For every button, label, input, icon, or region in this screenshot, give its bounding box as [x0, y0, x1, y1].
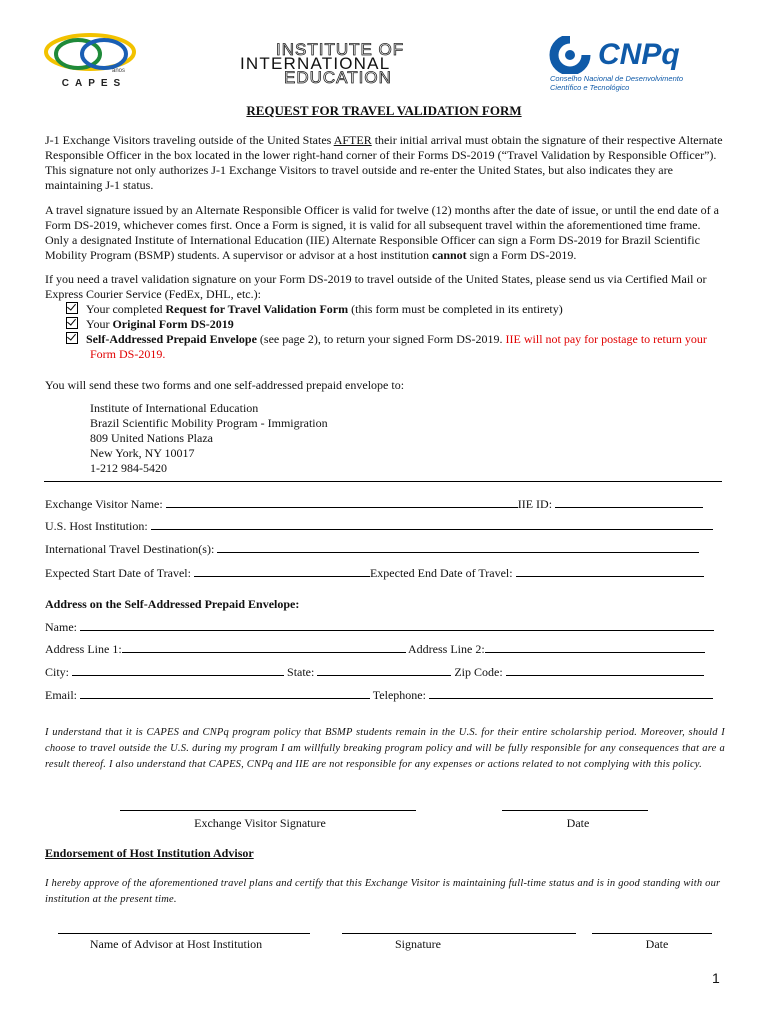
- cnpq-wordmark: CNPq: [598, 38, 680, 71]
- checklist-bold: Request for Travel Validation Form: [165, 302, 349, 316]
- address1-field[interactable]: [122, 641, 406, 653]
- validity-cannot-emphasis: cannot: [432, 248, 467, 262]
- iie-logo: [240, 40, 440, 87]
- intro-text-pre: J-1 Exchange Visitors traveling outside of the United States: [45, 133, 334, 147]
- checklist-text: Your: [86, 317, 113, 331]
- advisor-date-label: Date: [645, 937, 669, 951]
- address-line: 809 United Nations Plaza: [90, 431, 213, 445]
- endorsement-heading: Endorsement of Host Institution Advisor: [45, 846, 254, 860]
- state-label: State:: [287, 665, 315, 679]
- capes-wordmark: CAPES: [61, 78, 127, 89]
- visitor-date-label: Date: [566, 816, 590, 830]
- envelope-address-row: [45, 641, 705, 657]
- address-line: Brazil Scientific Mobility Program - Immigration: [90, 416, 328, 430]
- address2-field[interactable]: [485, 641, 705, 653]
- cnpq-subtitle-line1: Conselho Nacional de Desenvolvimento: [550, 74, 683, 83]
- zip-field[interactable]: [506, 664, 704, 676]
- city-field[interactable]: [72, 664, 284, 676]
- zip-label: Zip Code:: [454, 665, 503, 679]
- address2-label: Address Line 2:: [408, 642, 485, 656]
- envelope-name-field[interactable]: [80, 619, 714, 631]
- section-divider: [44, 481, 722, 482]
- email-label: Email:: [45, 688, 77, 702]
- capes-anos-text: anos: [112, 68, 126, 74]
- end-date-field[interactable]: [516, 565, 704, 577]
- checklist-bold: Original Form DS-2019: [112, 317, 234, 331]
- state-field[interactable]: [317, 664, 451, 676]
- address-line: 1-212 984-5420: [90, 461, 167, 475]
- travel-dates-row: [45, 565, 704, 581]
- checkbox-checked-icon: [66, 302, 78, 314]
- checklist-item: [66, 302, 726, 317]
- endorsement-statement: I hereby approve of the aforementioned travel plans and certify that this Exchange Visitor is maintaining full-time status and is in good standing with our institution at the present time.: [45, 878, 721, 905]
- checklist-bold: Self-Addressed Prepaid Envelope: [86, 332, 257, 346]
- iie-logo-line3: EDUCATION: [284, 68, 392, 87]
- visitor-signature-label: Exchange Visitor Signature: [194, 816, 326, 830]
- instructions-paragraph: If you need a travel validation signature on your Form DS-2019 to travel outside of the United States, please send us via Certified Mail or Express Courier Service (FedEx, DHL, etc.):: [45, 272, 707, 301]
- checklist-item: [66, 317, 726, 332]
- host-institution-row: [45, 518, 713, 534]
- mailing-address: [90, 401, 328, 476]
- visitor-name-label: Exchange Visitor Name:: [45, 497, 163, 511]
- envelope-name-label: Name:: [45, 620, 77, 634]
- form-title: REQUEST FOR TRAVEL VALIDATION FORM: [246, 103, 522, 118]
- cnpq-logo: [544, 34, 734, 94]
- intro-paragraph: [45, 133, 725, 193]
- cnpq-emblem-icon: [546, 36, 594, 74]
- destination-field[interactable]: [217, 541, 699, 553]
- checklist-text: (this form must be completed in its entirety): [348, 302, 563, 316]
- envelope-city-row: [45, 664, 704, 680]
- validity-text-post: sign a Form DS-2019.: [466, 248, 577, 262]
- visitor-name-row: [45, 496, 703, 512]
- postage-warning: IIE will not pay for postage to return your Form DS-2019.: [90, 332, 707, 361]
- end-date-label: Expected End Date of Travel:: [369, 566, 513, 580]
- iie-logo-line1: INSTITUTE OF: [276, 40, 405, 59]
- envelope-name-row: [45, 619, 714, 635]
- checkbox-checked-icon: [66, 317, 78, 329]
- capes-logo: [38, 30, 150, 92]
- validity-text-pre: A travel signature issued by an Alternate Responsible Officer is valid for twelve (12) months after the date of issue, or until the end date of a Form DS-2019, whichever comes first. Once a Form is signed, it is valid for all subsequent travel within the aforementioned time frame. Only a designated Institute of International Education (IIE) Alternate Responsible Officer can sign a Form DS-2019 for Brazil Scientific Mobility Program (BSMP) students. A supervisor or advisor at a host institution: [45, 203, 719, 262]
- advisor-signature-line[interactable]: [342, 933, 576, 934]
- iie-id-label: IIE ID:: [517, 497, 553, 511]
- cnpq-subtitle-line2: Científico e Tecnológico: [550, 83, 630, 92]
- visitor-signature-line[interactable]: [120, 810, 416, 811]
- advisor-name-line[interactable]: [58, 933, 310, 934]
- intro-text-post: their initial arrival must obtain the signature of their respective Alternate Responsible Officer in the box located in the lower right-hand corner of their Forms DS-2019 (“Travel Validation by Responsible Officer”). This signature not only authorizes J-1 Exchange Visitors to travel outside and re-enter the United States, but also indicates they are maintaining J-1 status.: [45, 133, 723, 192]
- capes-emblem-icon: [38, 30, 150, 80]
- validity-paragraph: [45, 203, 725, 263]
- address1-label: Address Line 1:: [45, 642, 122, 656]
- checkbox-checked-icon: [66, 332, 78, 344]
- checklist-item: [66, 332, 726, 362]
- advisor-date-line[interactable]: [592, 933, 712, 934]
- policy-statement: I understand that it is CAPES and CNPq program policy that BSMP students remain in the U.S. for their entire scholarship period. Moreover, should I choose to travel outside the U.S. during my program I am willfully breaking program policy and will be fully responsible for any consequences that are a result thereof. I also understand that CAPES, CNPq and IIE are not responsible for any expenses or actions related to not complying with this policy.: [45, 727, 725, 770]
- envelope-heading: Address on the Self-Addressed Prepaid Envelope:: [45, 597, 300, 611]
- checklist-text: (see page 2), to return your signed Form DS-2019.: [256, 332, 506, 346]
- destination-label: International Travel Destination(s):: [45, 542, 215, 556]
- host-institution-field[interactable]: [151, 518, 713, 530]
- start-date-label: Expected Start Date of Travel:: [45, 566, 191, 580]
- address-line: New York, NY 10017: [90, 446, 195, 460]
- destination-row: [45, 541, 699, 557]
- advisor-name-label: Name of Advisor at Host Institution: [89, 937, 263, 951]
- start-date-field[interactable]: [194, 565, 370, 577]
- advisor-signature-label: Signature: [395, 937, 441, 951]
- telephone-label: Telephone:: [372, 688, 426, 702]
- telephone-field[interactable]: [429, 687, 713, 699]
- intro-after-emphasis: AFTER: [333, 133, 372, 147]
- visitor-name-field[interactable]: [166, 496, 518, 508]
- iie-logo-line2: INTERNATIONAL: [240, 54, 391, 73]
- address-line: Institute of International Education: [90, 401, 259, 415]
- email-field[interactable]: [80, 687, 370, 699]
- city-label: City:: [45, 665, 70, 679]
- page-number: 1: [712, 970, 720, 986]
- iie-id-field[interactable]: [555, 496, 703, 508]
- visitor-date-line[interactable]: [502, 810, 648, 811]
- host-institution-label: U.S. Host Institution:: [45, 519, 148, 533]
- cnpq-subtitle: [550, 74, 683, 92]
- checklist: [66, 302, 726, 362]
- checklist-text: Your completed: [86, 302, 166, 316]
- envelope-contact-row: [45, 687, 713, 703]
- send-instructions: You will send these two forms and one self-addressed prepaid envelope to:: [45, 378, 405, 392]
